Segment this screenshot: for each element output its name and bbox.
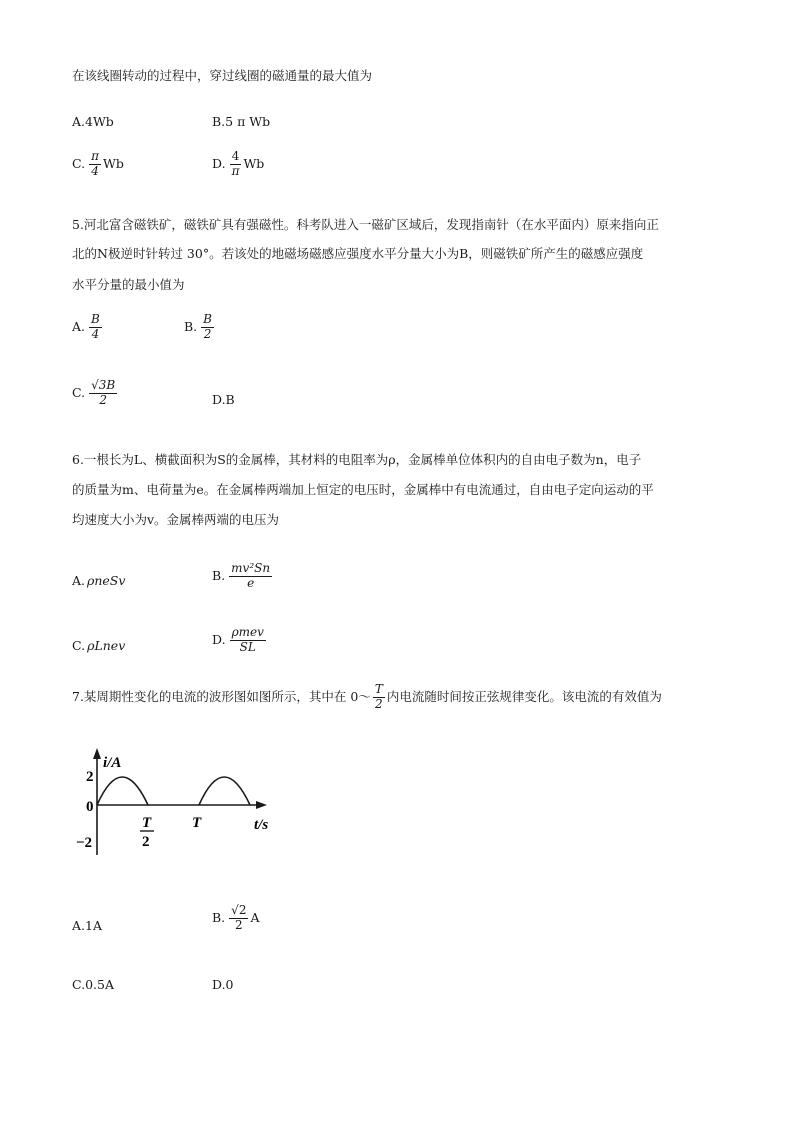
option-label: C.: [72, 155, 86, 171]
numerator: T: [374, 682, 383, 696]
q7-stem: [72, 683, 662, 712]
q6-stem-line-3: 均速度大小为v。金属棒两端的电压为: [72, 512, 280, 527]
numerator: √2: [231, 903, 247, 917]
denominator: 4: [91, 163, 99, 178]
x-tick-half-period-denominator: 2: [142, 834, 150, 850]
numerator: 4: [231, 149, 240, 163]
option-label: C.: [72, 638, 86, 653]
y-axis-label: i/A: [103, 755, 122, 771]
option-label: D.: [212, 631, 226, 647]
x-axis-label: t/s: [254, 817, 269, 833]
option-label: B.: [184, 318, 198, 334]
q5-stem-line-3: 水平分量的最小值为: [72, 277, 185, 292]
q7-stem-pre: 7.某周期性变化的电流的波形图如图所示，其中在 0～: [72, 688, 371, 704]
q4-option-d[interactable]: [212, 150, 264, 179]
numerator: B: [203, 312, 212, 326]
denominator: 2: [99, 392, 107, 407]
second-half-sine-pulse: [199, 777, 250, 805]
fraction: [229, 904, 248, 933]
denominator: 2: [375, 696, 383, 711]
q6-option-c[interactable]: [72, 638, 125, 653]
q4-stem: 在该线圈转动的过程中，穿过线圈的磁通量的最大值为: [72, 68, 373, 83]
q6-option-d[interactable]: [212, 626, 268, 655]
q6-option-a[interactable]: [72, 573, 125, 588]
y-tick-minus-2: −2: [76, 835, 93, 851]
q4-option-a[interactable]: A.4Wb: [72, 114, 114, 129]
y-axis-arrow: [93, 748, 101, 759]
x-axis-arrow: [256, 801, 267, 809]
y-tick-0: 0: [86, 799, 94, 815]
q5-option-b[interactable]: [184, 313, 216, 342]
option-label: D.: [212, 155, 226, 171]
denominator: π: [231, 163, 240, 178]
numerator: ρmev: [231, 625, 264, 639]
q4-option-b[interactable]: B.5 π Wb: [212, 114, 271, 129]
numerator: π: [91, 149, 99, 163]
denominator: 2: [234, 917, 243, 932]
x-tick-period: T: [192, 815, 202, 831]
y-tick-2: 2: [86, 769, 94, 785]
fraction: [201, 313, 214, 342]
option-label: B.: [212, 567, 226, 583]
q7-option-a[interactable]: A.1A: [72, 918, 102, 933]
fraction: [89, 313, 102, 342]
numerator: mv²Sn: [231, 561, 271, 575]
unit: Wb: [243, 155, 265, 171]
expression: ρneSv: [87, 573, 126, 588]
numerator: √3B: [91, 378, 116, 392]
q5-stem-line-1: 5.河北富含磁铁矿，磁铁矿具有强磁性。科考队进入一磁矿区域后，发现指南针（在水平面内）原来指向正: [72, 217, 659, 232]
fraction: [89, 150, 101, 179]
denominator: 2: [203, 326, 212, 341]
q5-option-d[interactable]: D.B: [212, 392, 235, 407]
q6-stem-line-2: 的质量为m、电荷量为e。在金属棒两端加上恒定的电压时，金属棒中有电流通过，自由电子定向运动的平: [72, 482, 654, 497]
fraction: [373, 683, 385, 712]
option-label: B.: [212, 909, 226, 925]
fraction: [89, 379, 117, 408]
q5-option-a[interactable]: [72, 313, 104, 342]
q5-option-c[interactable]: [72, 379, 119, 408]
x-tick-half-period-numerator: T: [142, 815, 152, 831]
numerator: B: [91, 312, 100, 326]
q7-option-d[interactable]: D.0: [212, 977, 234, 992]
q6-option-b[interactable]: [212, 562, 274, 591]
denominator: 4: [91, 326, 100, 341]
denominator: e: [247, 575, 255, 590]
q7-option-b[interactable]: [212, 904, 259, 933]
option-label: A.: [72, 318, 86, 334]
fraction: [230, 150, 242, 179]
q5-stem-line-2: 北的N极逆时针转过 30°。若该处的地磁场磁感应强度水平分量大小为B，则磁铁矿所产生的磁感应强度: [72, 246, 644, 261]
option-label: A.: [72, 573, 86, 588]
unit: A: [250, 909, 260, 925]
unit: Wb: [102, 155, 124, 171]
q7-option-c[interactable]: C.0.5A: [72, 977, 114, 992]
fraction: [230, 626, 266, 655]
current-waveform-graph: [70, 745, 280, 860]
q7-stem-post: 内电流随时间按正弦规律变化。该电流的有效值为: [386, 688, 662, 704]
q4-option-c[interactable]: [72, 150, 124, 179]
first-half-sine-pulse: [97, 777, 148, 805]
denominator: SL: [239, 639, 256, 654]
expression: ρLnev: [87, 638, 126, 653]
fraction: [229, 562, 272, 591]
option-label: C.: [72, 384, 86, 400]
q6-stem-line-1: 6.一根长为L、横截面积为S的金属棒，其材料的电阻率为ρ，金属棒单位体积内的自由电子数为n，电子: [72, 452, 642, 467]
